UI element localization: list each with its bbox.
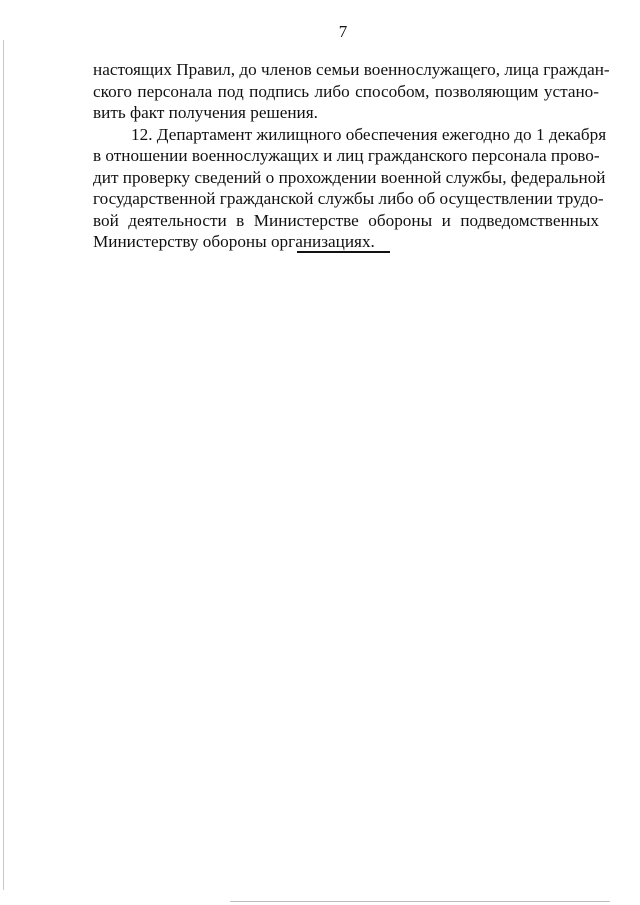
text-line: дит проверку сведений о прохождении военной службы, федеральной [93, 167, 606, 187]
text-line: вой деятельности в Министерстве обороны и подведомственных [93, 210, 599, 230]
text-line: вить факт получения решения. [93, 103, 318, 122]
text-line: государственной гражданской службы либо об осуществлении трудо- [93, 189, 604, 208]
text-line: настоящих Правил, до членов семьи военнослужащего, лица граждан- [93, 60, 610, 79]
text-line: Министерству обороны организациях. [93, 232, 375, 251]
page-number: 7 [338, 22, 348, 41]
document-body [93, 59, 610, 253]
text-line: в отношении военнослужащих и лиц гражданского персонала прово- [93, 146, 600, 165]
scan-left-edge [3, 40, 4, 890]
scan-bottom-edge [230, 901, 610, 902]
text-line: 12. Департамент жилищного обеспечения ежегодно до 1 декабря [131, 124, 607, 144]
end-of-text-rule [297, 251, 390, 253]
text-line: ского персонала под подпись либо способом, позволяющим устано- [93, 81, 599, 101]
paragraph-continuation [93, 59, 610, 124]
paragraph-item-12 [93, 124, 607, 253]
